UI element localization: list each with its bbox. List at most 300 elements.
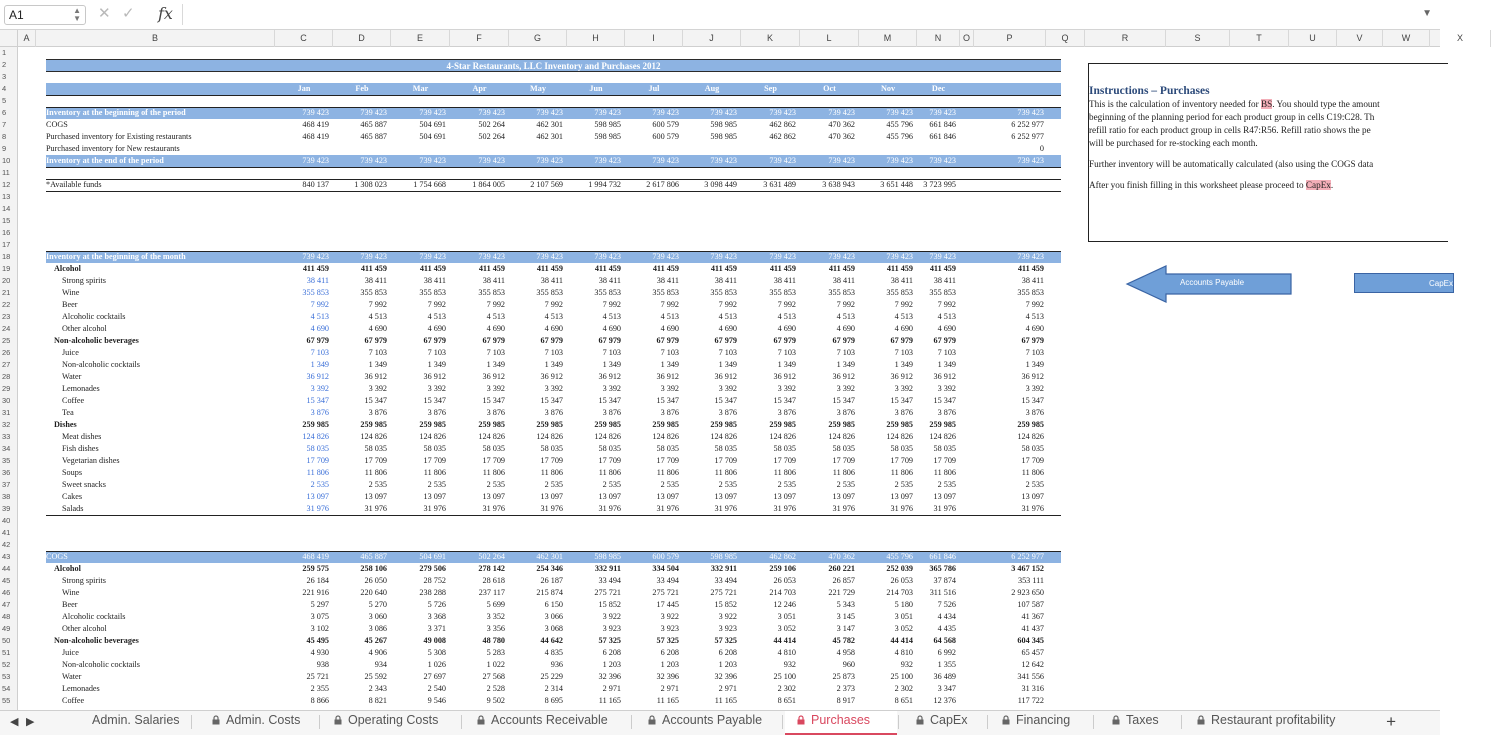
value-cell[interactable]: 3 638 943 [822, 180, 855, 189]
value-cell[interactable]: 334 504 [652, 564, 679, 573]
value-cell[interactable]: 7 103 [894, 348, 913, 357]
value-cell[interactable]: 3 392 [602, 384, 621, 393]
value-cell[interactable]: 355 853 [886, 288, 913, 297]
value-cell[interactable]: 31 976 [423, 504, 446, 513]
value-cell[interactable]: 36 912 [598, 372, 621, 381]
value-cell[interactable]: 739 423 [652, 252, 679, 261]
value-cell[interactable]: 3 392 [836, 384, 855, 393]
value-cell[interactable]: 739 423 [828, 252, 855, 261]
value-cell[interactable]: 2 535 [718, 480, 737, 489]
value-cell[interactable]: 259 985 [419, 420, 446, 429]
value-cell[interactable]: 1 355 [937, 660, 956, 669]
value-cell[interactable] [567, 143, 621, 155]
value-cell[interactable]: 7 992 [660, 300, 679, 309]
value-cell[interactable]: 58 035 [423, 444, 446, 453]
value-cell[interactable]: 504 691 [419, 552, 446, 561]
value-cell[interactable]: 15 347 [598, 396, 621, 405]
value-cell[interactable]: 2 535 [894, 480, 913, 489]
value-cell[interactable]: 7 992 [544, 300, 563, 309]
row-label[interactable]: Soups [62, 468, 83, 477]
row-label[interactable]: Strong spirits [62, 276, 106, 285]
value-cell[interactable]: 6 208 [660, 648, 679, 657]
month-header[interactable]: Jun [589, 84, 603, 93]
link-bs[interactable]: BS [1260, 99, 1273, 109]
total-cell[interactable]: 4 690 [1025, 324, 1044, 333]
value-cell[interactable]: 13 097 [714, 492, 737, 501]
row-header[interactable]: 14 [2, 204, 11, 213]
value-cell[interactable]: 3 922 [718, 612, 737, 621]
value-cell[interactable]: 67 979 [773, 336, 796, 345]
value-cell[interactable]: 4 513 [894, 312, 913, 321]
value-cell[interactable]: 2 302 [894, 684, 913, 693]
total-cell[interactable]: 259 985 [1017, 420, 1044, 429]
value-cell[interactable]: 934 [374, 660, 387, 669]
value-cell[interactable]: 3 052 [777, 624, 796, 633]
value-cell[interactable]: 3 923 [718, 624, 737, 633]
row-header[interactable]: 33 [2, 432, 11, 441]
value-cell[interactable]: 411 459 [536, 264, 563, 273]
value-cell[interactable]: 238 288 [419, 588, 446, 597]
value-cell[interactable]: 11 806 [890, 468, 913, 477]
month-header[interactable]: Apr [472, 84, 487, 93]
value-cell[interactable]: 64 568 [933, 636, 956, 645]
value-cell[interactable]: 7 103 [544, 348, 563, 357]
row-label[interactable]: COGS [46, 120, 68, 129]
value-cell[interactable]: 600 579 [652, 132, 679, 141]
value-cell[interactable]: 124 826 [419, 432, 446, 441]
value-cell[interactable]: 12 246 [773, 600, 796, 609]
value-cell[interactable]: 2 540 [427, 684, 446, 693]
value-cell[interactable]: 13 097 [773, 492, 796, 501]
value-cell[interactable]: 739 423 [594, 252, 621, 261]
row-label[interactable]: Wine [62, 588, 80, 597]
value-cell[interactable]: 2 971 [602, 684, 621, 693]
value-cell[interactable]: 2 617 806 [646, 180, 679, 189]
name-box[interactable] [4, 5, 86, 25]
value-cell[interactable]: 2 535 [660, 480, 679, 489]
value-cell[interactable]: 3 392 [427, 384, 446, 393]
value-cell[interactable]: 1 349 [427, 360, 446, 369]
value-cell[interactable]: 739 423 [478, 156, 505, 165]
value-cell[interactable]: 67 979 [540, 336, 563, 345]
column-header-g[interactable]: G [509, 30, 567, 47]
total-cell[interactable]: 13 097 [1021, 492, 1044, 501]
month-header[interactable]: Jul [648, 84, 660, 93]
value-cell[interactable]: 258 106 [360, 564, 387, 573]
tab-capex[interactable] [904, 711, 986, 735]
value-cell[interactable]: 355 853 [478, 288, 505, 297]
column-header-v[interactable]: V [1337, 30, 1383, 47]
row-header[interactable]: 49 [2, 624, 11, 633]
value-cell[interactable]: 7 526 [937, 600, 956, 609]
value-cell[interactable]: 33 494 [656, 576, 679, 585]
total-cell[interactable]: 3 392 [1025, 384, 1044, 393]
month-header[interactable]: Nov [880, 84, 896, 93]
value-cell[interactable]: 739 423 [929, 252, 956, 261]
value-cell[interactable]: 57 325 [598, 636, 621, 645]
value-cell[interactable]: 1 308 023 [354, 180, 387, 189]
column-header-o[interactable]: O [960, 30, 974, 47]
row-header[interactable]: 37 [2, 480, 11, 489]
column-header-n[interactable]: N [917, 30, 960, 47]
value-cell[interactable]: 3 392 [660, 384, 679, 393]
value-cell[interactable] [800, 143, 855, 155]
value-cell[interactable]: 3 371 [427, 624, 446, 633]
value-cell[interactable]: 31 976 [773, 504, 796, 513]
value-cell[interactable]: 67 979 [306, 336, 329, 345]
total-cell[interactable]: 36 912 [1021, 372, 1044, 381]
value-cell[interactable]: 598 985 [594, 132, 621, 141]
value-cell[interactable]: 15 347 [364, 396, 387, 405]
tab-admin-costs[interactable] [200, 711, 318, 735]
value-cell[interactable]: 7 992 [894, 300, 913, 309]
value-cell[interactable]: 17 709 [714, 456, 737, 465]
row-header[interactable]: 25 [2, 336, 11, 345]
value-cell[interactable]: 739 423 [478, 108, 505, 117]
value-cell[interactable]: 4 690 [937, 324, 956, 333]
column-header-q[interactable]: Q [1046, 30, 1085, 47]
value-cell[interactable]: 3 876 [836, 408, 855, 417]
value-cell[interactable]: 4 810 [894, 648, 913, 657]
value-cell[interactable]: 936 [550, 660, 563, 669]
value-cell[interactable]: 739 423 [929, 108, 956, 117]
value-cell[interactable]: 38 411 [598, 276, 621, 285]
value-cell[interactable]: 4 906 [368, 648, 387, 657]
value-cell[interactable]: 17 709 [364, 456, 387, 465]
row-label[interactable]: Purchased inventory for Existing restaurants [46, 132, 192, 141]
value-cell[interactable]: 355 853 [594, 288, 621, 297]
value-cell[interactable]: 3 631 489 [763, 180, 796, 189]
total-cell[interactable]: 65 457 [1021, 648, 1044, 657]
value-cell[interactable]: 739 423 [302, 156, 329, 165]
row-header[interactable]: 35 [2, 456, 11, 465]
value-cell[interactable]: 17 709 [306, 456, 329, 465]
value-cell[interactable]: 37 874 [933, 576, 956, 585]
value-cell[interactable]: 8 866 [310, 696, 329, 705]
value-cell[interactable]: 465 887 [360, 132, 387, 141]
value-cell[interactable]: 38 411 [540, 276, 563, 285]
total-cell[interactable]: 6 252 977 [1011, 132, 1044, 141]
value-cell[interactable]: 28 618 [482, 576, 505, 585]
value-cell[interactable]: 2 535 [544, 480, 563, 489]
row-header[interactable]: 55 [2, 696, 11, 705]
row-header[interactable]: 3 [2, 72, 7, 81]
column-header-t[interactable]: T [1230, 30, 1289, 47]
value-cell[interactable]: 44 414 [773, 636, 796, 645]
value-cell[interactable]: 31 976 [598, 504, 621, 513]
row-header[interactable]: 16 [2, 228, 11, 237]
value-cell[interactable]: 15 347 [714, 396, 737, 405]
value-cell[interactable]: 355 853 [652, 288, 679, 297]
expand-formula-icon[interactable]: ▼ [1422, 8, 1432, 19]
value-cell[interactable]: 4 835 [544, 648, 563, 657]
value-cell[interactable]: 5 297 [310, 600, 329, 609]
value-cell[interactable]: 124 826 [302, 432, 329, 441]
add-sheet-button[interactable]: + [1386, 712, 1396, 731]
value-cell[interactable]: 1 349 [777, 360, 796, 369]
value-cell[interactable]: 58 035 [656, 444, 679, 453]
total-cell[interactable]: 3 467 152 [1011, 564, 1044, 573]
value-cell[interactable]: 7 103 [937, 348, 956, 357]
month-header[interactable]: Aug [704, 84, 720, 93]
value-cell[interactable]: 11 806 [364, 468, 387, 477]
value-cell[interactable]: 49 008 [423, 636, 446, 645]
row-label[interactable]: Inventory at the beginning of the period [46, 108, 186, 117]
value-cell[interactable]: 67 979 [364, 336, 387, 345]
row-header[interactable]: 51 [2, 648, 11, 657]
value-cell[interactable]: 4 690 [602, 324, 621, 333]
value-cell[interactable]: 8 651 [777, 696, 796, 705]
value-cell[interactable]: 124 826 [360, 432, 387, 441]
value-cell[interactable]: 13 097 [306, 492, 329, 501]
value-cell[interactable]: 598 985 [710, 132, 737, 141]
value-cell[interactable]: 1 203 [660, 660, 679, 669]
value-cell[interactable]: 38 411 [714, 276, 737, 285]
column-header-x[interactable]: X [1430, 30, 1491, 47]
value-cell[interactable]: 470 362 [828, 132, 855, 141]
row-label[interactable]: Non-alcoholic beverages [54, 636, 139, 645]
value-cell[interactable]: 739 423 [478, 252, 505, 261]
column-header-d[interactable]: D [333, 30, 391, 47]
row-header[interactable]: 40 [2, 516, 11, 525]
value-cell[interactable] [509, 143, 563, 155]
value-cell[interactable]: 4 513 [718, 312, 737, 321]
value-cell[interactable]: 3 723 995 [923, 180, 956, 189]
value-cell[interactable]: 7 103 [718, 348, 737, 357]
row-label[interactable]: Sweet snacks [62, 480, 106, 489]
tab-financing[interactable] [990, 711, 1092, 735]
value-cell[interactable]: 28 752 [423, 576, 446, 585]
row-header[interactable]: 34 [2, 444, 11, 453]
value-cell[interactable]: 278 142 [478, 564, 505, 573]
row-label[interactable]: Alcoholic cocktails [62, 612, 126, 621]
value-cell[interactable]: 739 423 [536, 156, 563, 165]
value-cell[interactable]: 259 985 [828, 420, 855, 429]
value-cell[interactable]: 214 703 [886, 588, 913, 597]
value-cell[interactable]: 3 075 [310, 612, 329, 621]
row-header[interactable]: 9 [2, 144, 7, 153]
value-cell[interactable]: 462 862 [769, 552, 796, 561]
value-cell[interactable]: 1 349 [310, 360, 329, 369]
value-cell[interactable]: 7 992 [602, 300, 621, 309]
value-cell[interactable]: 739 423 [828, 156, 855, 165]
total-cell[interactable]: 1 349 [1025, 360, 1044, 369]
value-cell[interactable]: 67 979 [933, 336, 956, 345]
value-cell[interactable]: 36 912 [890, 372, 913, 381]
value-cell[interactable]: 4 690 [544, 324, 563, 333]
value-cell[interactable]: 739 423 [360, 156, 387, 165]
value-cell[interactable]: 600 579 [652, 552, 679, 561]
value-cell[interactable]: 13 097 [890, 492, 913, 501]
value-cell[interactable]: 124 826 [828, 432, 855, 441]
value-cell[interactable]: 739 423 [594, 156, 621, 165]
value-cell[interactable]: 38 411 [890, 276, 913, 285]
row-header[interactable]: 22 [2, 300, 11, 309]
value-cell[interactable]: 3 876 [486, 408, 505, 417]
value-cell[interactable]: 2 314 [544, 684, 563, 693]
row-label[interactable]: Lemonades [62, 384, 100, 393]
value-cell[interactable]: 38 411 [423, 276, 446, 285]
total-cell[interactable]: 341 556 [1017, 672, 1044, 681]
value-cell[interactable]: 4 434 [937, 612, 956, 621]
total-cell[interactable]: 31 316 [1021, 684, 1044, 693]
value-cell[interactable]: 739 423 [419, 252, 446, 261]
value-cell[interactable]: 275 721 [594, 588, 621, 597]
value-cell[interactable]: 455 796 [886, 132, 913, 141]
value-cell[interactable]: 275 721 [710, 588, 737, 597]
value-cell[interactable]: 332 911 [710, 564, 737, 573]
value-cell[interactable]: 3 922 [602, 612, 621, 621]
value-cell[interactable]: 58 035 [890, 444, 913, 453]
value-cell[interactable]: 58 035 [773, 444, 796, 453]
value-cell[interactable]: 67 979 [714, 336, 737, 345]
value-cell[interactable]: 25 592 [364, 672, 387, 681]
value-cell[interactable]: 275 721 [652, 588, 679, 597]
month-header[interactable]: May [530, 84, 546, 93]
value-cell[interactable]: 739 423 [886, 108, 913, 117]
row-header[interactable]: 17 [2, 240, 11, 249]
row-header[interactable]: 53 [2, 672, 11, 681]
value-cell[interactable]: 11 165 [656, 696, 679, 705]
value-cell[interactable]: 2 535 [310, 480, 329, 489]
value-cell[interactable] [450, 143, 505, 155]
value-cell[interactable]: 3 051 [894, 612, 913, 621]
value-cell[interactable]: 36 912 [933, 372, 956, 381]
value-cell[interactable]: 17 709 [832, 456, 855, 465]
value-cell[interactable]: 31 976 [933, 504, 956, 513]
row-header[interactable]: 36 [2, 468, 11, 477]
row-header[interactable]: 27 [2, 360, 11, 369]
value-cell[interactable]: 259 985 [769, 420, 796, 429]
value-cell[interactable]: 1 754 668 [413, 180, 446, 189]
value-cell[interactable]: 36 912 [773, 372, 796, 381]
value-cell[interactable]: 9 546 [427, 696, 446, 705]
value-cell[interactable]: 25 721 [306, 672, 329, 681]
value-cell[interactable]: 259 985 [536, 420, 563, 429]
value-cell[interactable]: 36 489 [933, 672, 956, 681]
row-header[interactable]: 18 [2, 252, 11, 261]
value-cell[interactable]: 1 349 [937, 360, 956, 369]
column-header-c[interactable]: C [275, 30, 333, 47]
value-cell[interactable]: 259 575 [302, 564, 329, 573]
value-cell[interactable]: 598 985 [710, 552, 737, 561]
value-cell[interactable]: 502 264 [478, 552, 505, 561]
value-cell[interactable] [275, 143, 329, 155]
total-cell[interactable]: 739 423 [1017, 108, 1044, 117]
value-cell[interactable]: 468 419 [302, 132, 329, 141]
value-cell[interactable]: 411 459 [360, 264, 387, 273]
value-cell[interactable]: 355 853 [929, 288, 956, 297]
value-cell[interactable]: 36 912 [832, 372, 855, 381]
value-cell[interactable]: 355 853 [769, 288, 796, 297]
prev-sheet-icon[interactable]: ◀ [10, 716, 19, 728]
tab-accounts-receivable[interactable] [465, 711, 630, 735]
value-cell[interactable]: 661 846 [929, 120, 956, 129]
value-cell[interactable]: 4 810 [777, 648, 796, 657]
value-cell[interactable]: 1 349 [660, 360, 679, 369]
value-cell[interactable]: 355 853 [419, 288, 446, 297]
value-cell[interactable]: 4 513 [427, 312, 446, 321]
value-cell[interactable]: 36 912 [364, 372, 387, 381]
total-cell[interactable]: 4 513 [1025, 312, 1044, 321]
value-cell[interactable]: 3 368 [427, 612, 446, 621]
value-cell[interactable]: 2 535 [937, 480, 956, 489]
value-cell[interactable]: 13 097 [933, 492, 956, 501]
total-cell[interactable]: 739 423 [1017, 156, 1044, 165]
value-cell[interactable]: 260 221 [828, 564, 855, 573]
cancel-icon[interactable]: ✕ [98, 5, 111, 22]
total-cell[interactable]: 117 722 [1017, 696, 1044, 705]
value-cell[interactable]: 31 976 [890, 504, 913, 513]
value-cell[interactable]: 598 985 [710, 120, 737, 129]
value-cell[interactable]: 31 976 [482, 504, 505, 513]
value-cell[interactable]: 11 806 [482, 468, 505, 477]
value-cell[interactable]: 5 180 [894, 600, 913, 609]
month-header[interactable]: Feb [355, 84, 369, 93]
value-cell[interactable]: 58 035 [714, 444, 737, 453]
value-cell[interactable]: 17 709 [656, 456, 679, 465]
select-all-corner[interactable] [0, 30, 18, 47]
row-header[interactable]: 19 [2, 264, 11, 273]
value-cell[interactable]: 58 035 [364, 444, 387, 453]
value-cell[interactable]: 45 782 [832, 636, 855, 645]
value-cell[interactable]: 259 985 [302, 420, 329, 429]
value-cell[interactable]: 124 826 [478, 432, 505, 441]
value-cell[interactable]: 259 985 [886, 420, 913, 429]
value-cell[interactable]: 3 392 [777, 384, 796, 393]
total-cell[interactable]: 41 367 [1021, 612, 1044, 621]
row-header[interactable]: 1 [2, 48, 7, 57]
value-cell[interactable]: 36 912 [656, 372, 679, 381]
total-cell[interactable]: 17 709 [1021, 456, 1044, 465]
value-cell[interactable]: 355 853 [828, 288, 855, 297]
value-cell[interactable]: 4 690 [427, 324, 446, 333]
row-header[interactable]: 20 [2, 276, 11, 285]
value-cell[interactable]: 31 976 [540, 504, 563, 513]
value-cell[interactable]: 739 423 [536, 108, 563, 117]
total-cell[interactable]: 38 411 [1021, 276, 1044, 285]
value-cell[interactable]: 12 376 [933, 696, 956, 705]
value-cell[interactable]: 739 423 [419, 156, 446, 165]
column-header-s[interactable]: S [1166, 30, 1230, 47]
value-cell[interactable]: 11 806 [773, 468, 796, 477]
value-cell[interactable]: 960 [842, 660, 855, 669]
column-header-l[interactable]: L [800, 30, 859, 47]
confirm-icon[interactable]: ✓ [122, 5, 135, 22]
value-cell[interactable]: 38 411 [306, 276, 329, 285]
value-cell[interactable]: 17 445 [656, 600, 679, 609]
value-cell[interactable]: 25 229 [540, 672, 563, 681]
value-cell[interactable]: 67 979 [423, 336, 446, 345]
value-cell[interactable]: 25 100 [773, 672, 796, 681]
row-label[interactable]: Coffee [62, 396, 85, 405]
value-cell[interactable]: 124 826 [710, 432, 737, 441]
value-cell[interactable]: 45 267 [364, 636, 387, 645]
value-cell[interactable]: 3 392 [310, 384, 329, 393]
value-cell[interactable]: 2 535 [777, 480, 796, 489]
value-cell[interactable]: 411 459 [478, 264, 505, 273]
value-cell[interactable]: 739 423 [302, 108, 329, 117]
value-cell[interactable]: 739 423 [828, 108, 855, 117]
value-cell[interactable] [391, 143, 446, 155]
value-cell[interactable]: 739 423 [419, 108, 446, 117]
row-header[interactable]: 32 [2, 420, 11, 429]
total-cell[interactable]: 2 923 650 [1011, 588, 1044, 597]
value-cell[interactable]: 1 349 [718, 360, 737, 369]
value-cell[interactable]: 3 923 [660, 624, 679, 633]
value-cell[interactable]: 220 640 [360, 588, 387, 597]
value-cell[interactable]: 8 821 [368, 696, 387, 705]
